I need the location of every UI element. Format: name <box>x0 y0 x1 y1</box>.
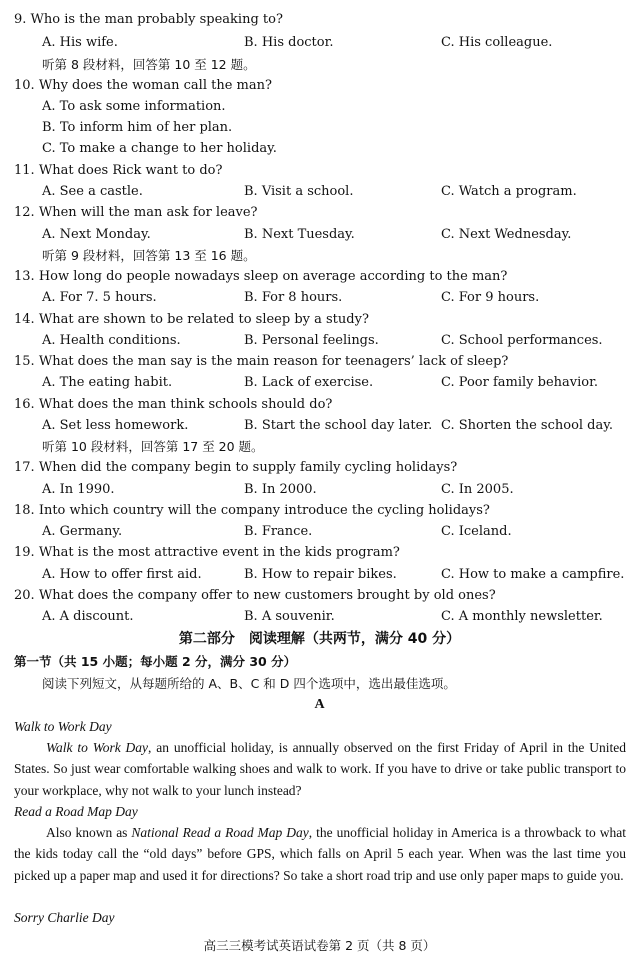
q11-option-a: A. See a castle. <box>42 184 143 199</box>
q19-option-b: B. How to repair bikes. <box>244 567 397 582</box>
q15-option-a: A. The eating habit. <box>42 375 173 390</box>
q19-option-a: A. How to offer first aid. <box>42 567 202 582</box>
q16-option-a: A. Set less homework. <box>42 418 189 433</box>
question-19: 19. What is the most attractive event in the kids program? <box>14 545 400 560</box>
q13-option-c: C. For 9 hours. <box>441 290 540 305</box>
q9-option-b: B. His doctor. <box>244 35 334 50</box>
question-18: 18. Into which country will the company introduce the cycling holidays? <box>14 503 490 518</box>
q19-option-c: C. How to make a campfire. <box>441 567 625 582</box>
q18-option-c: C. Iceland. <box>441 524 512 539</box>
question-17: 17. When did the company begin to supply family cycling holidays? <box>14 460 458 475</box>
q17-option-a: A. In 1990. <box>42 482 115 497</box>
q20-option-c: C. A monthly newsletter. <box>441 609 603 624</box>
q17-option-b: B. In 2000. <box>244 482 317 497</box>
q17-option-c: C. In 2005. <box>441 482 514 497</box>
part2-title: 第二部分 阅读理解（共两节，满分 40 分） <box>178 631 461 647</box>
question-15: 15. What does the man say is the main reason for teenagers’ lack of sleep? <box>14 354 509 369</box>
question-12: 12. When will the man ask for leave? <box>14 205 258 220</box>
listen-instruction-9: 听第 9 段材料，回答第 13 至 16 题。 <box>42 248 256 263</box>
passage-letter: A <box>314 697 325 712</box>
question-11: 11. What does Rick want to do? <box>14 163 223 178</box>
q14-option-a: A. Health conditions. <box>42 333 181 348</box>
q15-option-c: C. Poor family behavior. <box>441 375 599 390</box>
q12-option-b: B. Next Tuesday. <box>244 227 355 242</box>
question-16: 16. What does the man think schools should do? <box>14 397 333 412</box>
q9-option-c: C. His colleague. <box>441 35 553 50</box>
paragraph-walk-to-work: Walk to Work Day, an unofficial holiday, is annually observed on the first Friday of April in the United States. So just wear comfortable walking shoes and walk to work. If you have to drive or take public transport to your workplace, why not walk to your lunch instead? <box>14 740 626 798</box>
q9-option-a: A. His wife. <box>42 35 118 50</box>
question-14: 14. What are shown to be related to sleep by a study? <box>14 312 369 327</box>
q11-option-c: C. Watch a program. <box>441 184 577 199</box>
q11-option-b: B. Visit a school. <box>244 184 354 199</box>
q18-option-b: B. France. <box>244 524 313 539</box>
q16-option-c: C. Shorten the school day. <box>441 418 614 433</box>
question-20: 20. What does the company offer to new customers brought by old ones? <box>14 588 496 603</box>
q18-option-a: A. Germany. <box>42 524 123 539</box>
section1-title: 第一节（共 15 小题；每小题 2 分，满分 30 分） <box>14 654 297 669</box>
q10-option-c: C. To make a change to her holiday. <box>42 141 277 156</box>
heading-walk-to-work: Walk to Work Day <box>14 719 112 734</box>
q20-option-a: A. A discount. <box>42 609 134 624</box>
heading-sorry-charlie: Sorry Charlie Day <box>14 910 115 925</box>
question-13: 13. How long do people nowadays sleep on average according to the man? <box>14 269 508 284</box>
q13-option-a: A. For 7. 5 hours. <box>42 290 157 305</box>
q12-option-c: C. Next Wednesday. <box>441 227 572 242</box>
listen-instruction-10: 听第 10 段材料，回答第 17 至 20 题。 <box>42 439 264 454</box>
heading-read-road-map: Read a Road Map Day <box>14 804 138 819</box>
q15-option-b: B. Lack of exercise. <box>244 375 374 390</box>
reading-directions: 阅读下列短文，从每题所给的 A、B、C 和 D 四个选项中，选出最佳选项。 <box>42 676 456 691</box>
q14-option-b: B. Personal feelings. <box>244 333 379 348</box>
q10-option-a: A. To ask some information. <box>42 99 226 114</box>
q20-option-b: B. A souvenir. <box>244 609 335 624</box>
q10-option-b: B. To inform him of her plan. <box>42 120 233 135</box>
q14-option-c: C. School performances. <box>441 333 603 348</box>
listen-instruction-8: 听第 8 段材料，回答第 10 至 12 题。 <box>42 57 256 72</box>
question-10: 10. Why does the woman call the man? <box>14 78 272 93</box>
question-9: 9. Who is the man probably speaking to? <box>14 12 283 27</box>
q12-option-a: A. Next Monday. <box>42 227 151 242</box>
paragraph-read-road-map: Also known as National Read a Road Map Day, the unofficial holiday in America is a throwback to what the kids today call the “old days” before GPS, which falls on April 5 each year. When was the last time you picked up a paper map and used it for directions? So take a short road trip and use only paper maps to guide you. <box>14 825 627 883</box>
page-footer: 高三三模考试英语试卷第 2 页（共 8 页） <box>203 938 436 953</box>
q13-option-b: B. For 8 hours. <box>244 290 343 305</box>
q16-option-b: B. Start the school day later. <box>244 418 433 433</box>
